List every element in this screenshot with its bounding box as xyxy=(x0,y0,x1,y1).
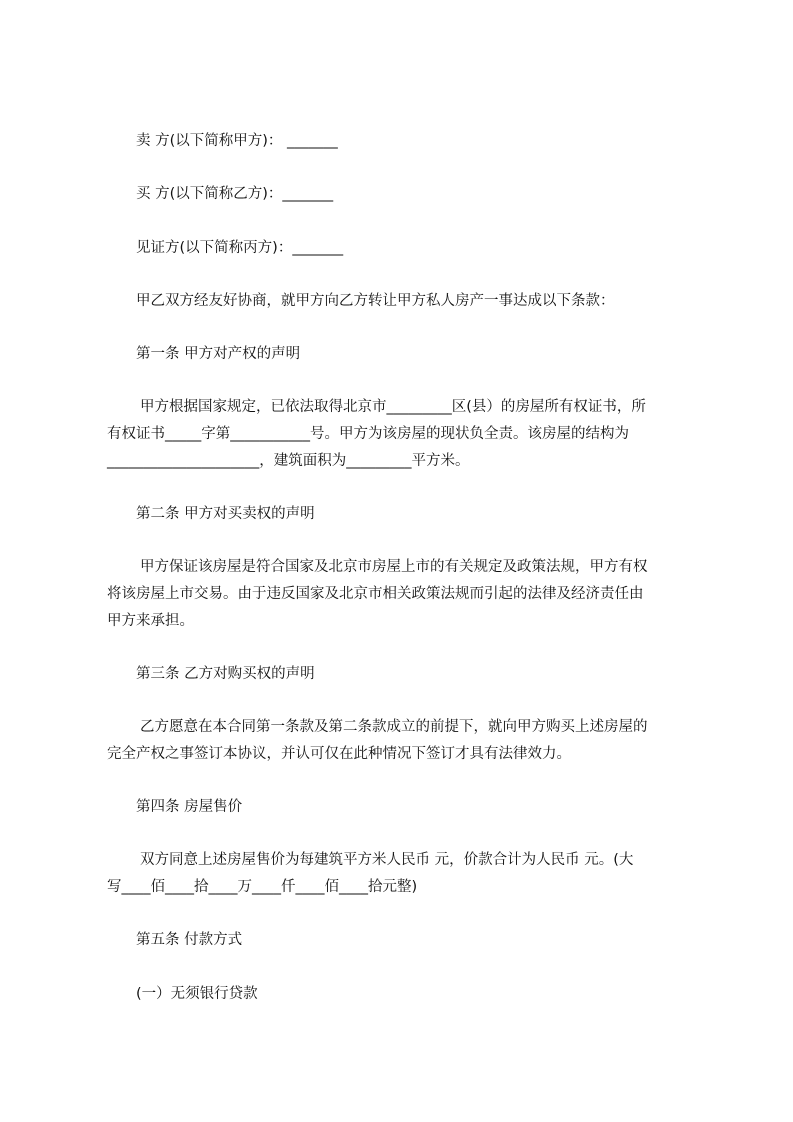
article-5-subitem-1: (一）无须银行贷款 xyxy=(136,986,258,1002)
article-1-line-1: 甲方根据国家规定，已依法取得北京市_________区(县）的房屋所有权证书，所 xyxy=(140,399,646,415)
seller-line: 卖 方(以下简称甲方)： _______ xyxy=(136,133,338,149)
buyer-line: 买 方(以下简称乙方)：_______ xyxy=(136,186,334,202)
article-1-line-2: 有权证书_____字第___________号。甲方为该房屋的现状负全责。该房屋的结构为 xyxy=(107,426,629,442)
article-4-line-2: 写____佰____拾____万____仟____佰____拾元整) xyxy=(107,879,418,895)
article-4-title: 第四条 房屋售价 xyxy=(136,799,243,815)
witness-line: 见证方(以下简称丙方)：_______ xyxy=(136,240,344,256)
article-2-line-2: 将该房屋上市交易。由于违反国家及北京市相关政策法规而引起的法律及经济责任由 xyxy=(107,586,644,602)
article-1-line-3: _____________________，建筑面积为_________平方米。 xyxy=(107,453,470,469)
article-3-line-2: 完全产权之事签订本协议，并认可仅在此种情况下签订才具有法律效力。 xyxy=(107,746,571,762)
article-1-title: 第一条 甲方对产权的声明 xyxy=(136,346,301,362)
article-3-line-1: 乙方愿意在本合同第一条款及第二条款成立的前提下，就向甲方购买上述房屋的 xyxy=(140,719,648,735)
article-5-title: 第五条 付款方式 xyxy=(136,932,243,948)
article-3-title: 第三条 乙方对购买权的声明 xyxy=(136,666,315,682)
article-2-line-1: 甲方保证该房屋是符合国家及北京市房屋上市的有关规定及政策法规，甲方有权 xyxy=(140,559,648,575)
article-4-line-1: 双方同意上述房屋售价为每建筑平方米人民币 元，价款合计为人民币 元。(大 xyxy=(140,852,634,868)
intro-paragraph: 甲乙双方经友好协商，就甲方向乙方转让甲方私人房产一事达成以下条款： xyxy=(136,293,615,309)
article-2-title: 第二条 甲方对买卖权的声明 xyxy=(136,506,315,522)
article-2-line-3: 甲方来承担。 xyxy=(107,613,194,629)
